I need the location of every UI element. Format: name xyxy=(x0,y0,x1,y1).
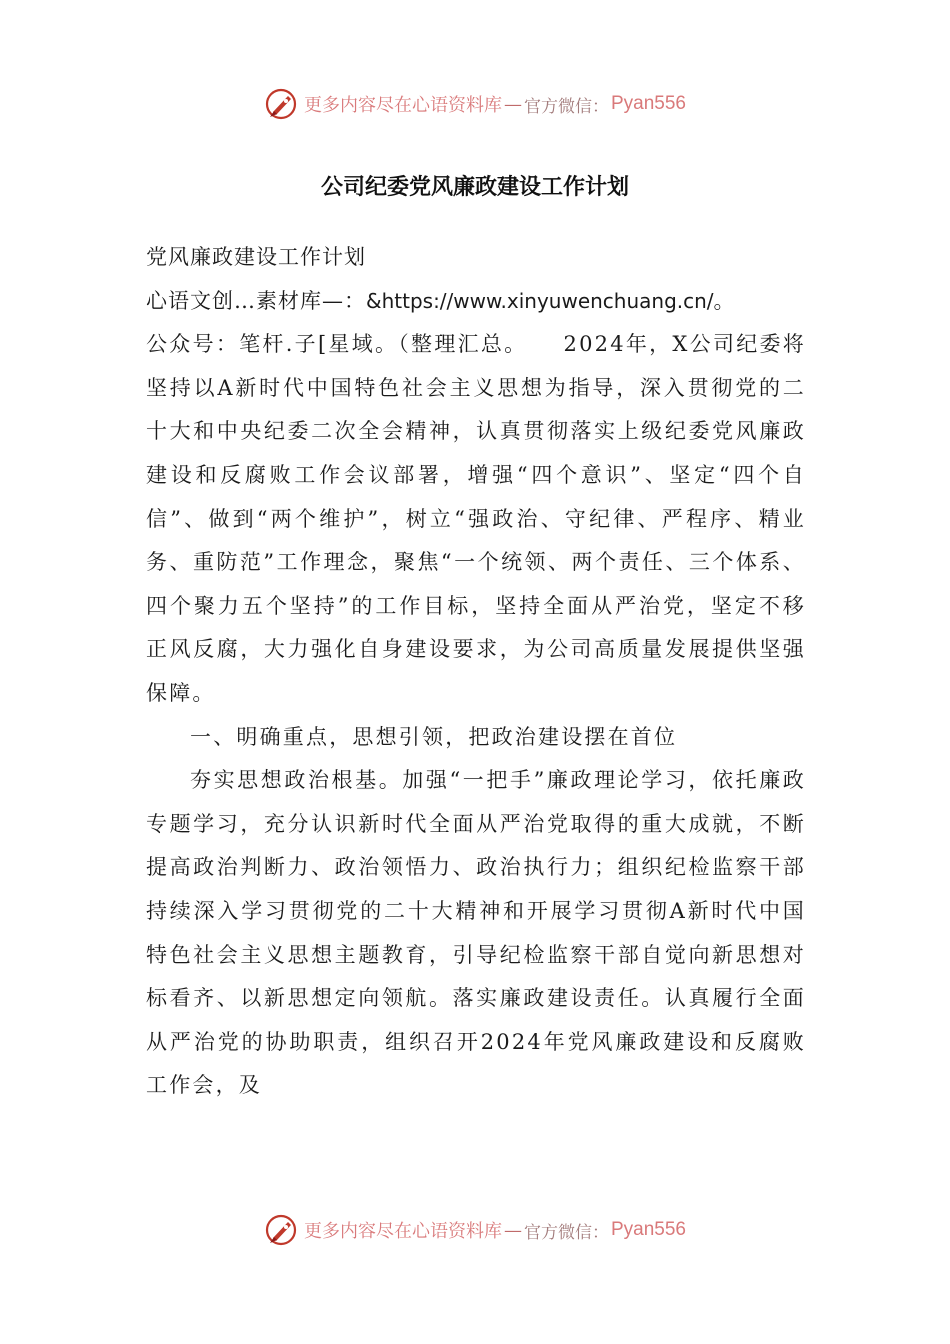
document-subtitle: 党风廉政建设工作计划 xyxy=(146,245,366,269)
banner-wechat-id: Pyan556 xyxy=(610,93,686,114)
source-line xyxy=(146,280,806,324)
banner-site-text: 更多内容尽在心语资料库 xyxy=(303,95,502,116)
section-heading: 一、明确重点，思想引领，把政治建设摆在首位 xyxy=(190,724,678,749)
source-prefix: 心语文创…素材库—： xyxy=(146,288,366,313)
body-paragraph: 夯实思想政治根基。加强“一把手”廉政理论学习，依托廉政专题学习，充分认识新时代全面从严治党取得的重大成就，不断提高政治判断力、政治领悟力、政治执行力；组织纪检监察干部持续深入学习贯彻党的二十大精神和开展学习贯彻A新时代中国特色社会主义思想主题教育，引导纪检监察干部自觉向新思想对标看齐、以新思想定向领航。落实廉政建设责任。认真履行全面从严治党的协助职责，组织召开2024年党风廉政建设和反腐败工作会，及 xyxy=(146,768,806,1098)
banner-dash: — xyxy=(503,1219,522,1241)
source-suffix: 。 xyxy=(713,288,736,313)
banner-site-text: 更多内容尽在心语资料库 xyxy=(303,1221,502,1242)
banner-dash: — xyxy=(503,93,522,115)
pen-circle-logo-icon xyxy=(264,87,298,121)
source-url: &https://www.xinyuwenchuang.cn/ xyxy=(366,288,714,313)
pen-circle-logo-icon xyxy=(264,1213,298,1247)
document-body xyxy=(146,236,806,1108)
footer-banner xyxy=(0,1210,950,1250)
header-banner xyxy=(0,84,950,124)
banner-label: 官方微信： xyxy=(523,1222,609,1243)
banner-label: 官方微信： xyxy=(523,96,609,117)
banner-wechat-id: Pyan556 xyxy=(610,1219,686,1240)
intro-paragraph: 公众号：笔杆.子[星域。（整理汇总。 2024年，X公司纪委将坚持以A新时代中国特色社会主义思想为指导，深入贯彻党的二十大和中央纪委二次全会精神，认真贯彻落实上级纪委党风廉政建设和反腐败工作会议部署，增强“四个意识”、坚定“四个自信”、做到“两个维护”，树立“强政治、守纪律、严程序、精业务、重防范”工作理念，聚焦“一个统领、两个责任、三个体系、四个聚力五个坚持”的工作目标，坚持全面从严治党，坚定不移正风反腐，大力强化自身建设要求，为公司高质量发展提供坚强保障。 xyxy=(146,332,806,705)
page-title: 公司纪委党风廉政建设工作计划 xyxy=(320,175,629,200)
